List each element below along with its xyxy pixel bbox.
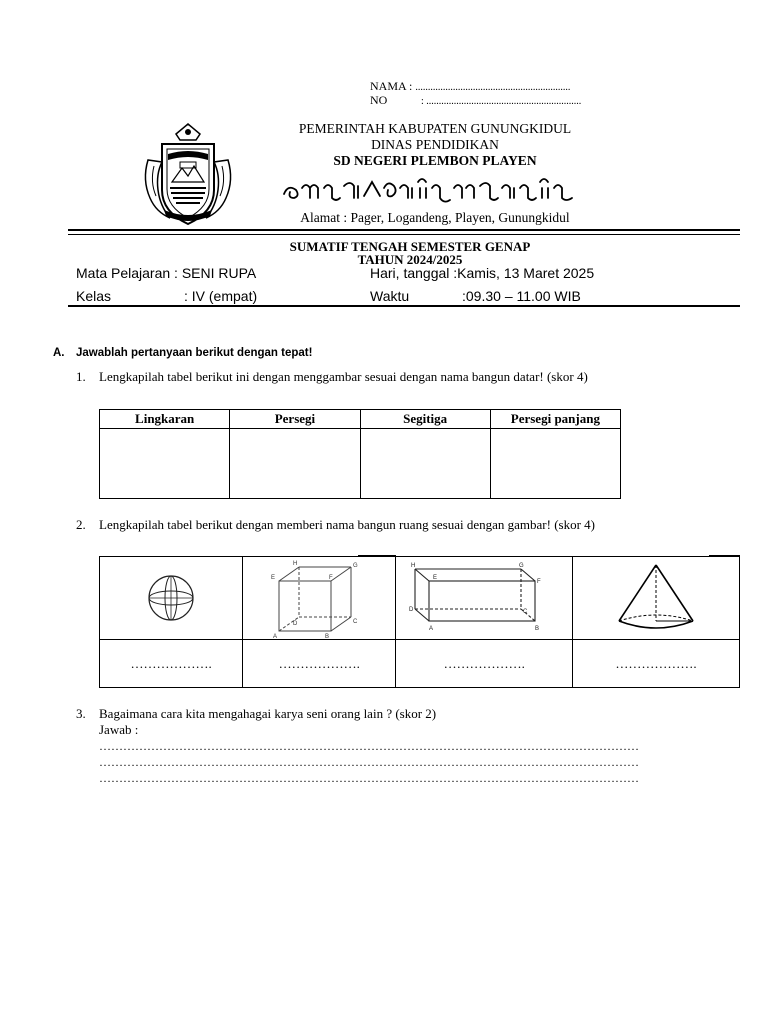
q2-table <box>99 556 740 688</box>
q2-figure-cell-cone <box>573 557 740 640</box>
q2-blank-cone[interactable]: ………………. <box>573 640 740 688</box>
q1-header-persegi: Persegi <box>230 410 360 429</box>
q3-answer-line-1[interactable]: ……………………………………………………………………………………………………………………… <box>99 739 639 753</box>
javanese-script-image <box>280 172 580 206</box>
q2-text: Lengkapilah tabel berikut dengan memberi nama bangun ruang sesuai dengan gambar! (skor 4) <box>99 517 595 532</box>
q1-header-segitiga: Segitiga <box>360 410 490 429</box>
q1-header-persegi-panjang: Persegi panjang <box>490 410 620 429</box>
school-address: Alamat : Pager, Logandeng, Playen, Gunungkidul <box>300 210 570 225</box>
cube-label-h: H <box>293 561 298 567</box>
header-rule-thick <box>68 229 740 231</box>
cuboid-label-b: B <box>535 626 540 632</box>
cube-label-b: B <box>325 634 330 639</box>
class-value: : IV (empat) <box>184 288 258 304</box>
q2-figure-cell-cuboid <box>396 557 573 640</box>
q1-table <box>99 409 621 499</box>
q1-text: Lengkapilah tabel berikut ini dengan menggambar sesuai dengan nama bangun datar! (skor 4) <box>99 369 588 384</box>
cube-label-e: E <box>271 575 276 581</box>
exam-date: Hari, tanggal :Kamis, 13 Maret 2025 <box>370 265 595 281</box>
q1-answer-cell-segitiga[interactable] <box>360 429 490 499</box>
section-a-instruction: Jawablah pertanyaan berikut dengan tepat! <box>76 347 313 359</box>
school-emblem-logo <box>140 120 236 230</box>
class-label: Kelas <box>76 288 112 304</box>
q3-text: Bagaimana cara kita mengahagai karya seni orang lain ? (skor 2) <box>99 706 437 721</box>
cube-label-a: A <box>273 634 278 639</box>
cuboid-label-h: H <box>411 563 416 569</box>
q1-answer-cell-lingkaran[interactable] <box>100 429 230 499</box>
cube-label-d: D <box>293 621 298 627</box>
q1-answer-cell-persegi-panjang[interactable] <box>490 429 620 499</box>
info-rule <box>68 305 740 307</box>
cuboid-label-g: G <box>519 563 524 569</box>
cube-label-g: G <box>353 563 358 569</box>
cuboid-label-e: E <box>433 575 438 581</box>
header-rule-thin <box>68 234 740 235</box>
time-label: Waktu <box>370 288 410 304</box>
cuboid-label-d: D <box>409 607 414 613</box>
q3-answer-line-3[interactable]: ……………………………………………………………………………………………………………………… <box>99 771 639 785</box>
name-dots[interactable]: .............................................................. <box>415 82 571 93</box>
name-row <box>370 79 570 94</box>
cube-label-c: C <box>353 619 358 625</box>
q3-answer-label: Jawab : <box>99 722 139 737</box>
q3-number: 3. <box>76 706 86 721</box>
no-dots[interactable]: : .............................................................. <box>421 96 582 107</box>
letterhead-line-1: PEMERINTAH KABUPATEN GUNUNGKIDUL <box>298 121 572 136</box>
subject-label: Mata Pelajaran : SENI RUPA <box>76 265 257 281</box>
q1-number: 1. <box>76 369 86 384</box>
cuboid-label-f: F <box>537 579 541 585</box>
no-label: NO <box>370 93 388 107</box>
q1-header-lingkaran: Lingkaran <box>100 410 230 429</box>
q2-figure-cell-sphere <box>100 557 243 640</box>
q3-answer-line-2[interactable]: ……………………………………………………………………………………………………………………… <box>99 755 639 769</box>
cube-figure <box>269 557 369 639</box>
exam-title: SUMATIF TENGAH SEMESTER GENAP <box>289 239 531 254</box>
cuboid-label-c: C <box>523 609 528 615</box>
q2-figure-cell-cube <box>243 557 396 640</box>
cuboid-label-a: A <box>429 626 434 632</box>
time-value: :09.30 – 11.00 WIB <box>462 288 581 304</box>
school-name: SD NEGERI PLEMBON PLAYEN <box>333 153 537 168</box>
q1-answer-cell-persegi[interactable] <box>230 429 360 499</box>
section-a-marker: A. <box>53 347 65 359</box>
cube-label-f: F <box>329 575 333 581</box>
no-row <box>370 93 581 108</box>
sphere-figure <box>141 568 201 628</box>
q2-blank-sphere[interactable]: ………………. <box>100 640 243 688</box>
exam-year: TAHUN 2024/2025 <box>357 252 463 267</box>
cuboid-figure <box>409 561 559 635</box>
cone-figure <box>611 561 701 635</box>
q2-blank-cube[interactable]: ………………. <box>243 640 396 688</box>
q2-blank-cuboid[interactable]: ………………. <box>396 640 573 688</box>
name-label: NAMA : <box>370 79 413 93</box>
letterhead-line-2: DINAS PENDIDIKAN <box>371 137 499 152</box>
q2-number: 2. <box>76 517 86 532</box>
